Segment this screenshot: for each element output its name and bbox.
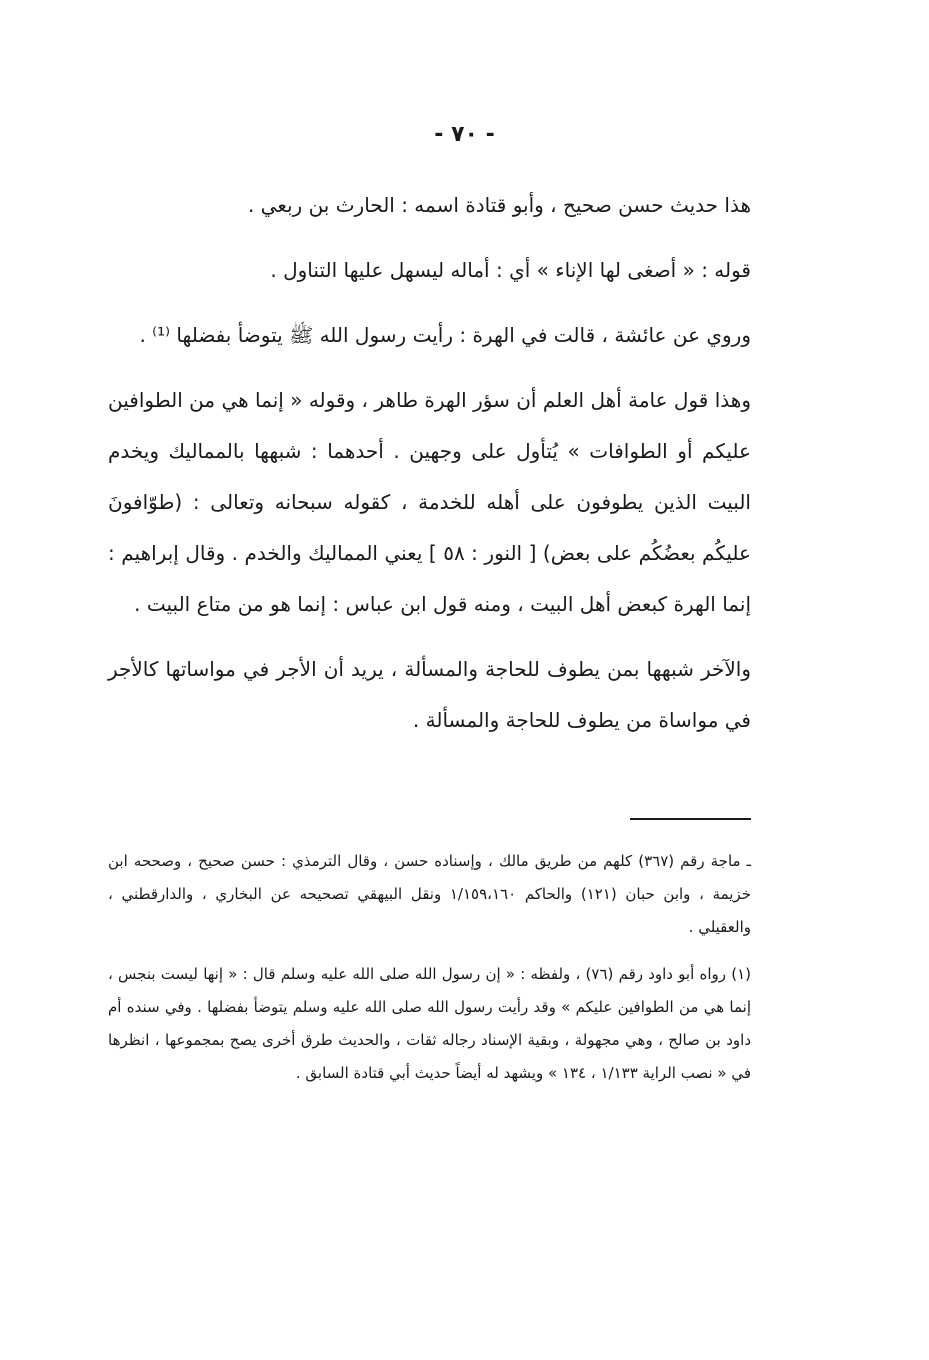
paragraph: قوله : « أصغى لها الإناء » أي : أماله ليسهل عليها التناول . — [270, 258, 751, 282]
footnote-separator — [630, 818, 751, 820]
paragraph: وهذا قول عامة أهل العلم أن سؤر الهرة طاهر ، وقوله « إنما هي من الطوافين عليكم أو الطوافات » يُتأول على وجهين . أحدهما : شبهها بالمماليك ويخدم البيت الذين يطوفون على أهله للخدمة ، كقوله سبحانه وتعالى : (طوّافونَ عليكُم بعضُكُم على بعض) [ النور : ٥٨ ] يعني المماليك والخدم . وقال إبراهيم : إنما الهرة كبعض أهل البيت ، ومنه قول ابن عباس : إنما هو من متاع البيت . — [108, 388, 751, 616]
paragraph: وروي عن عائشة ، قالت في الهرة : رأيت رسول الله ﷺ يتوضأ بفضلها ⁽¹⁾ . — [139, 323, 751, 347]
footnotes — [108, 845, 751, 1104]
page-number: - ٧٠ - — [434, 122, 495, 147]
footnote: ـ ماجة رقم (٣٦٧) كلهم من طريق مالك ، وإسناده حسن ، وقال الترمذي : حسن صحيح ، وصححه ابن خزيمة ، وابن حبان (١٢١) والحاكم ١/١٥٩،١٦٠ ونقل البيهقي تصحيحه عن البخاري ، والدارقطني ، والعقيلي . — [108, 852, 752, 936]
footnote: (١) رواه أبو داود رقم (٧٦) ، ولفظه : « إن رسول الله صلى الله عليه وسلم قال : « إنها ليست بنجس ، إنما هي من الطوافين عليكم » وقد رأيت رسول الله صلى الله عليه وسلم يتوضأ بفضلها . وفي سنده أم داود بن صالح ، وهي مجهولة ، وبقية الإسناد رجاله ثقات ، والحديث طرق أخرى يصح بمجموعها ، انظرها في « نصب الراية ١/١٣٣ ، ١٣٤ » ويشهد له أيضاً حديث أبي قتادة السابق . — [108, 965, 751, 1082]
paragraph: والآخر شبهها بمن يطوف للحاجة والمسألة ، يريد أن الأجر في مواساتها كالأجر في مواساة من يطوف للحاجة والمسألة . — [108, 657, 751, 732]
paragraph: هذا حديث حسن صحيح ، وأبو قتادة اسمه : الحارث بن ربعي . — [247, 193, 751, 217]
main-text — [108, 180, 751, 760]
